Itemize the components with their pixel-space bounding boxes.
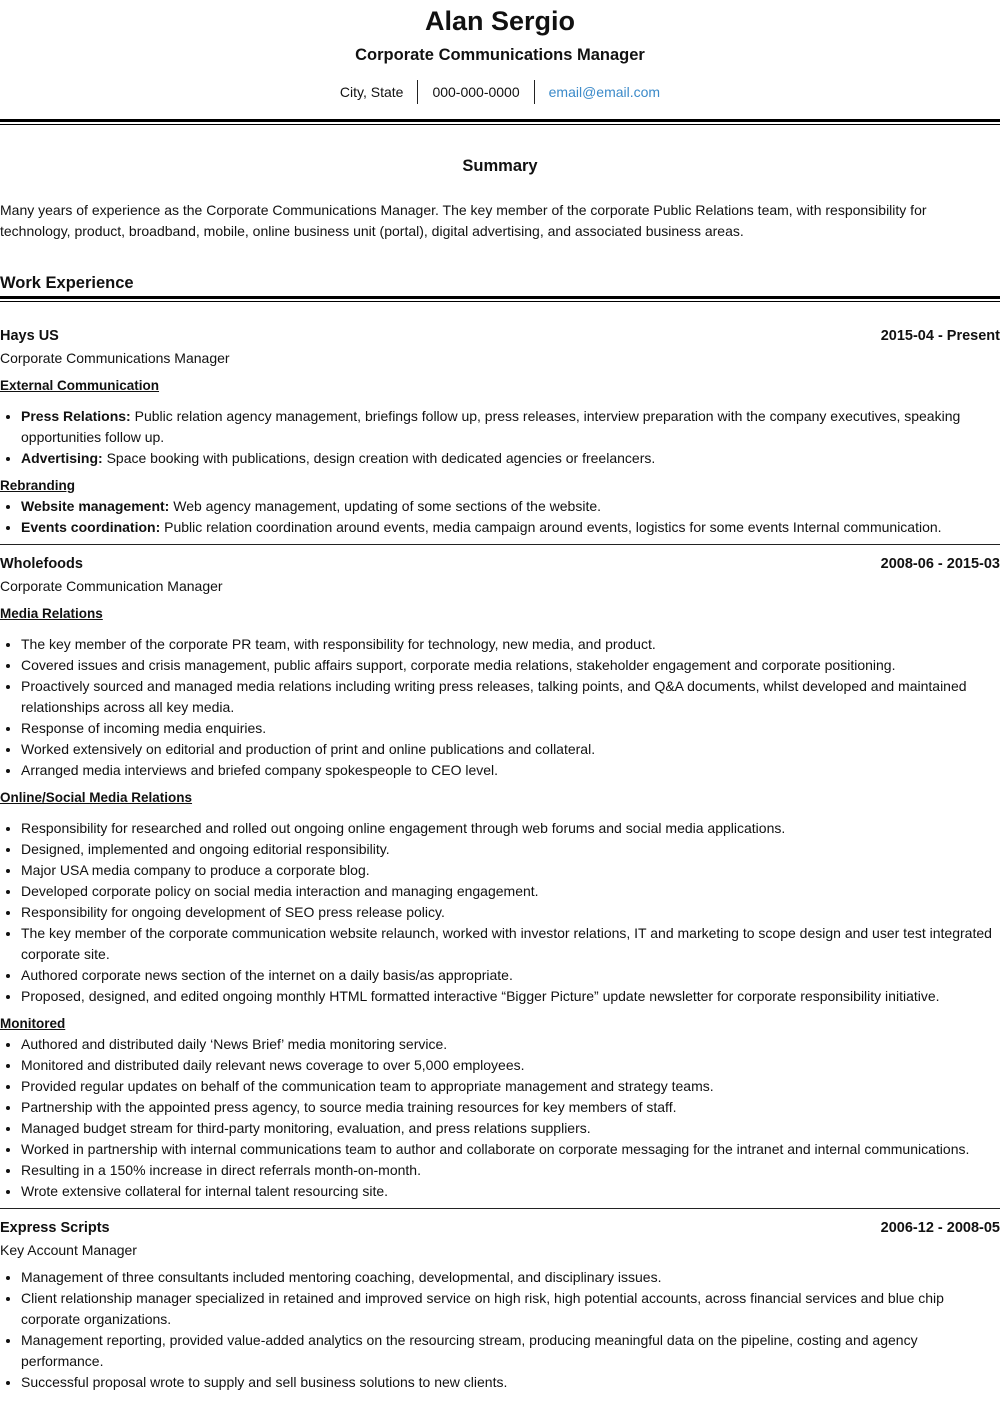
job-dates: 2008-06 - 2015-03 [880, 556, 1000, 572]
list-item: • Authored corporate news section of the internet on a daily basis/as appropriate. [21, 965, 1000, 986]
bullet-label: Website management: [21, 498, 170, 514]
list-item: • Designed, implemented and ongoing editorial responsibility. [21, 839, 1000, 860]
contact-email-link[interactable]: email@email.com [534, 80, 674, 104]
job-divider [0, 1208, 1000, 1209]
job-position: Corporate Communications Manager [0, 350, 230, 366]
list-item [21, 448, 1000, 469]
bullet-text: Public relation coordination around events, media campaign around events, logistics for some events Internal communication. [160, 519, 942, 535]
bullet-text: Space booking with publications, design creation with dedicated agencies or freelancers. [102, 450, 656, 466]
list-item: • Monitored and distributed daily relevant news coverage to over 5,000 employees. [21, 1055, 1000, 1076]
job-section-heading: Media Relations [0, 606, 103, 621]
list-item: • Major USA media company to produce a corporate blog. [21, 860, 1000, 881]
list-item: • Partnership with the appointed press agency, to source media training resources for key members of staff. [21, 1097, 1000, 1118]
bullet-list [0, 818, 1000, 1007]
job-section-heading: External Communication [0, 378, 160, 393]
job-company: Express Scripts [0, 1220, 110, 1236]
job-entry [0, 325, 1000, 538]
contact-bar [0, 80, 1000, 104]
list-item: • Proposed, designed, and edited ongoing monthly HTML formatted interactive “Bigger Picture” update newsletter for corporate responsibility initiative. [21, 986, 1000, 1007]
list-item: • Managed budget stream for third-party monitoring, evaluation, and press relations suppliers. [21, 1118, 1000, 1139]
bullet-list [0, 1034, 1000, 1202]
list-item: • Client relationship manager specialized in retained and improved service on high risk, high potential accounts, across financial services and blue chip corporate organizations. [21, 1288, 1000, 1330]
candidate-title: Corporate Communications Manager [355, 46, 645, 64]
job-section-heading: Monitored [0, 1016, 66, 1031]
job-dates: 2006-12 - 2008-05 [880, 1220, 1000, 1236]
job-header [0, 325, 1000, 347]
list-item: • Arranged media interviews and briefed company spokespeople to CEO level. [21, 760, 1000, 781]
candidate-name: Alan Sergio [424, 6, 576, 36]
job-dates: 2015-04 - Present [880, 328, 1000, 344]
list-item [21, 517, 1000, 538]
job-section-heading: Online/Social Media Relations [0, 790, 193, 805]
bullet-list [0, 496, 1000, 538]
list-item: • Developed corporate policy on social media interaction and managing engagement. [21, 881, 1000, 902]
list-item [21, 406, 1000, 448]
job-company: Wholefoods [0, 556, 83, 572]
bullet-label: Advertising: [21, 450, 103, 466]
header-divider [0, 119, 1000, 125]
bullet-list [0, 1267, 1000, 1393]
bullet-label: Events coordination: [21, 519, 161, 535]
list-item: • Management reporting, provided value-added analytics on the resourcing stream, producing meaningful data on the pipeline, costing and agency performance. [21, 1330, 1000, 1372]
resume-header [0, 0, 1000, 104]
job-section-heading: Rebranding [0, 478, 76, 493]
list-item: • Authored and distributed daily ‘News Brief’ media monitoring service. [21, 1034, 1000, 1055]
bullet-label: Press Relations: [21, 408, 131, 424]
contact-location: City, State [339, 84, 404, 100]
list-item: • Resulting in a 150% increase in direct referrals month-on-month. [21, 1160, 1000, 1181]
list-item: • Successful proposal wrote to supply and sell business solutions to new clients. [21, 1372, 1000, 1393]
list-item: • Wrote extensive collateral for internal talent resourcing site. [21, 1181, 1000, 1202]
work-experience-divider [0, 296, 1000, 302]
job-header [0, 1217, 1000, 1239]
list-item: • Management of three consultants included mentoring coaching, developmental, and disciplinary issues. [21, 1267, 1000, 1288]
job-list [0, 325, 1000, 1393]
list-item: • Worked extensively on editorial and production of print and online publications and collateral. [21, 739, 1000, 760]
job-position: Key Account Manager [0, 1242, 137, 1258]
list-item [21, 496, 1000, 517]
list-item: • The key member of the corporate communication website relaunch, worked with investor relations, IT and marketing to scope design and user test integrated corporate site. [21, 923, 1000, 965]
list-item: • Proactively sourced and managed media relations including writing press releases, talking points, and Q&A documents, whilst developed and maintained relationships across all key media. [21, 676, 1000, 718]
list-item: • Worked in partnership with internal communications team to author and collaborate on corporate messaging for the intranet and internal communications. [21, 1139, 1000, 1160]
list-item: • Responsibility for researched and rolled out ongoing online engagement through web forums and social media applications. [21, 818, 1000, 839]
job-entry [0, 1217, 1000, 1393]
bullet-text: Public relation agency management, briefings follow up, press releases, interview preparation with the company executives, speaking opportunities follow up. [21, 408, 961, 445]
bullet-list [0, 634, 1000, 781]
list-item: • Responsibility for ongoing development of SEO press release policy. [21, 902, 1000, 923]
bullet-list [0, 406, 1000, 469]
summary-heading: Summary [462, 157, 538, 175]
work-experience-heading: Work Experience [0, 274, 134, 292]
bullet-text: Web agency management, updating of some sections of the website. [169, 498, 602, 514]
job-position: Corporate Communication Manager [0, 578, 223, 594]
job-entry [0, 553, 1000, 1202]
job-header [0, 553, 1000, 575]
contact-phone: 000-000-0000 [417, 80, 533, 104]
list-item: • Provided regular updates on behalf of the communication team to appropriate management and strategy teams. [21, 1076, 1000, 1097]
list-item: • The key member of the corporate PR team, with responsibility for technology, new media, and product. [21, 634, 1000, 655]
job-company: Hays US [0, 328, 59, 344]
job-divider [0, 544, 1000, 545]
list-item: • Covered issues and crisis management, public affairs support, corporate media relations, stakeholder engagement and corporate positioning. [21, 655, 1000, 676]
summary-text: Many years of experience as the Corporate Communications Manager. The key member of the corporate Public Relations team, with responsibility for technology, product, broadband, mobile, online business unit (portal), digital advertising, and associated business areas. [0, 202, 927, 239]
list-item: • Response of incoming media enquiries. [21, 718, 1000, 739]
